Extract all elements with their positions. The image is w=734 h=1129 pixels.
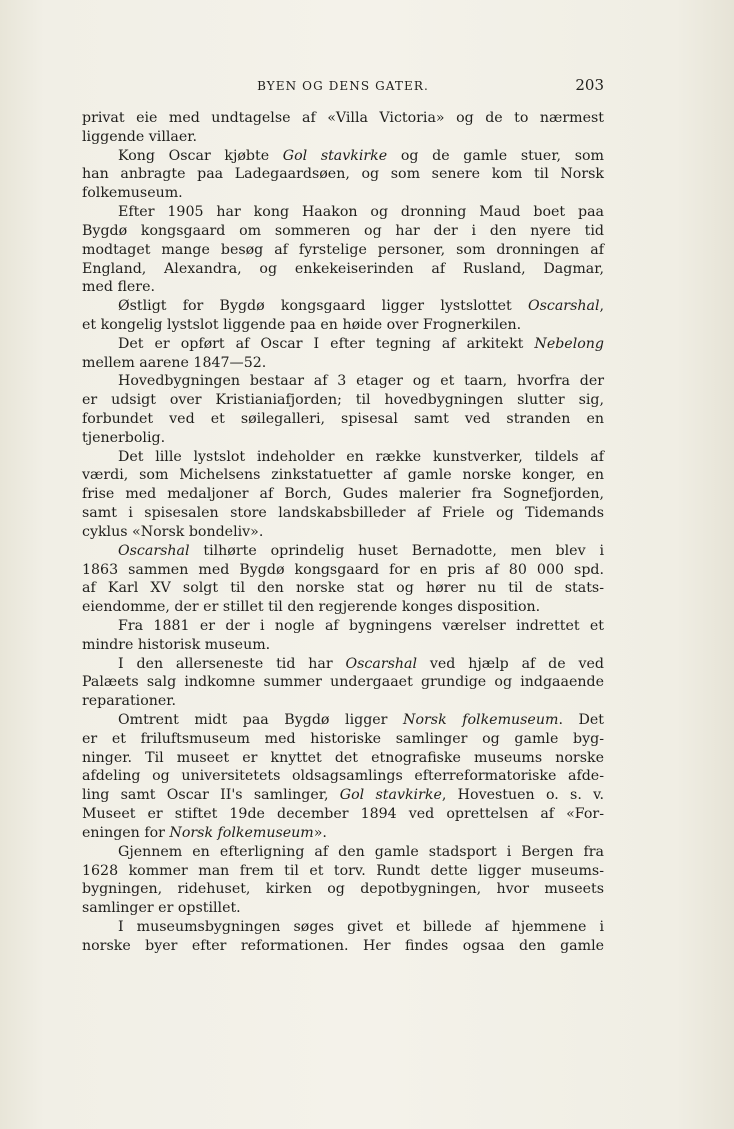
page-number: 203	[575, 76, 604, 94]
text-line: liggende villaer.	[82, 128, 197, 145]
text-line: eiendomme, der er stillet til den regjerende konges disposition.	[82, 599, 541, 616]
body-text	[82, 109, 604, 956]
italic-phrase: Oscarshal	[118, 542, 190, 559]
running-head: BYEN OG DENS GATER.	[257, 79, 429, 93]
italic-phrase: Gol stavkirke	[339, 787, 442, 804]
text-line: forbundet ved et søilegalleri, spisesal samt ved stranden en	[82, 411, 604, 427]
paragraph	[82, 542, 604, 617]
text-line: mindre historisk museum.	[82, 636, 271, 653]
italic-phrase: Norsk folkemuseum	[169, 824, 314, 841]
text-line: 1628 kommer man frem til et torv. Rundt dette ligger museums-	[82, 862, 604, 879]
text-line: I den allerseneste tid har Oscarshal ved hjælp af de ved	[118, 655, 604, 672]
text-line: Oscarshal tilhørte oprindelig huset Bernadotte, men blev i	[118, 542, 604, 559]
paragraph	[82, 711, 604, 843]
text-line: værdi, som Michelsens zinkstatuetter af gamle norske konger, en	[82, 467, 604, 484]
italic-phrase: Oscarshal	[345, 655, 418, 672]
text-line: Museet er stiftet 19de december 1894 ved oprettelsen af «For-	[82, 806, 604, 823]
text-line: Gjennem en efterligning af den gamle stadsport i Bergen fra	[118, 843, 604, 860]
text-line: Det er opført af Oscar I efter tegning af arkitekt Nebelong	[118, 335, 604, 352]
text-line: 1863 sammen med Bygdø kongsgaard for en pris af 80 000 spd.	[82, 561, 604, 578]
text-line: et kongelig lystslot liggende paa en høide over Frognerkilen.	[82, 316, 522, 333]
text-line: Hovedbygningen bestaar af 3 etager og et taarn, hvorfra der	[118, 373, 604, 390]
italic-phrase: Gol stavkirke	[282, 147, 388, 164]
paragraph	[82, 109, 604, 147]
text-line: eningen for Norsk folkemuseum».	[82, 824, 327, 841]
paragraph	[82, 335, 604, 373]
text-line: tjenerbolig.	[82, 429, 166, 446]
paragraph	[82, 918, 604, 956]
text-line: Bygdø kongsgaard om sommeren og har der i den nyere tid	[82, 222, 604, 239]
text-line: ninger. Til museet er knyttet det etnografiske museums norske	[82, 749, 604, 766]
text-line: Det lille lystslot indeholder en række kunstverker, tildels af	[118, 448, 604, 465]
text-line: I museumsbygningen søges givet et billede af hjemmene i	[118, 918, 604, 935]
paragraph	[82, 843, 604, 918]
text-line: er et friluftsmuseum med historiske samlinger og gamle byg-	[82, 730, 604, 747]
text-line: Fra 1881 er der i nogle af bygningens værelser indrettet et	[118, 617, 604, 634]
paragraph	[82, 655, 604, 711]
text-line: England, Alexandra, og enkekeiserinden af Rusland, Dagmar,	[82, 260, 604, 277]
text-line: med flere.	[82, 279, 155, 296]
paragraph	[82, 297, 604, 335]
text-line: folkemuseum.	[82, 185, 183, 202]
text-line: samlinger er opstillet.	[82, 900, 241, 917]
italic-phrase: Norsk folkemuseum	[403, 712, 559, 728]
text-line: modtaget mange besøg af fyrstelige personer, som dronningen af	[82, 241, 604, 258]
text-line: mellem aarene 1847—52.	[82, 354, 267, 371]
paragraph	[82, 448, 604, 542]
text-line: reparationer.	[82, 693, 177, 710]
text-line: samt i spisesalen store landskabsbilleder af Friele og Tidemands	[82, 505, 604, 522]
text-line: Østligt for Bygdø kongsgaard ligger lystslottet Oscarshal,	[118, 298, 604, 315]
paragraph	[82, 372, 604, 447]
italic-phrase: Oscarshal	[527, 298, 600, 315]
text-line: af Karl XV solgt til den norske stat og hører nu til de stats-	[82, 580, 604, 597]
text-line: cyklus «Norsk bondeliv».	[82, 523, 264, 540]
text-line: han anbragte paa Ladegaardsøen, og som senere kom til Norsk	[82, 166, 604, 183]
text-line: norske byer efter reformationen. Her findes ogsaa den gamle	[82, 937, 604, 954]
text-line: Kong Oscar kjøbte Gol stavkirke og de gamle stuer, som	[118, 147, 604, 164]
paragraph	[82, 617, 604, 655]
page-header	[82, 76, 604, 96]
text-line: frise med medaljoner af Borch, Gudes malerier fra Sognefjorden,	[82, 486, 604, 503]
text-line: Omtrent midt paa Bygdø ligger Norsk folkemuseum. Det	[118, 712, 604, 728]
text-line: bygningen, ridehuset, kirken og depotbygningen, hvor museets	[82, 881, 604, 898]
text-line: afdeling og universitetets oldsagsamlings efterreformatoriske afde-	[82, 768, 604, 785]
italic-phrase: Nebelong	[534, 335, 604, 352]
text-line: er udsigt over Kristianiafjorden; til hovedbygningen slutter sig,	[82, 392, 604, 409]
text-line: Palæets salg indkomne summer undergaaet grundige og indgaaende	[82, 674, 604, 691]
text-line: ling samt Oscar II's samlinger, Gol stavkirke, Hovestuen o. s. v.	[82, 787, 604, 804]
paragraph	[82, 203, 604, 297]
text-line: privat eie med undtagelse af «Villa Victoria» og de to nærmest	[82, 110, 604, 126]
text-line: Efter 1905 har kong Haakon og dronning Maud boet paa	[118, 204, 604, 221]
paragraph	[82, 147, 604, 203]
